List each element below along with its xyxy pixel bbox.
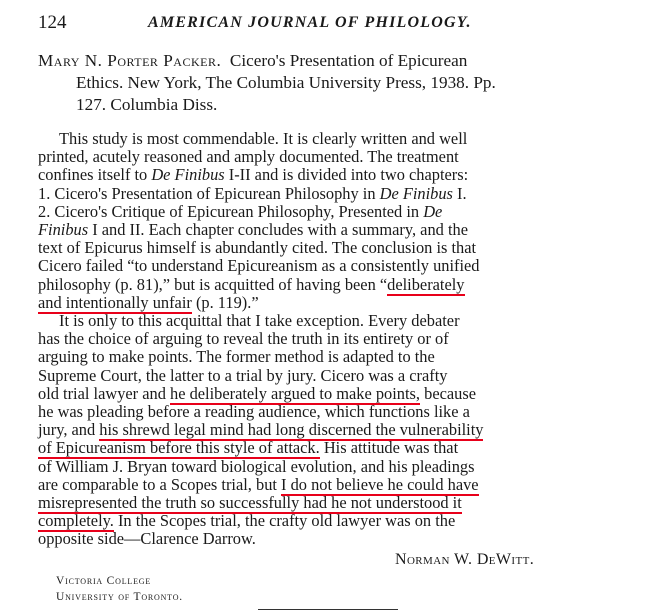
italic-title: De (423, 201, 443, 221)
page-number: 124 (38, 12, 67, 33)
highlighted-phrase: of Epicureanism before this style of attack. (38, 438, 320, 458)
highlighted-phrase: completely. (38, 511, 114, 531)
highlighted-phrase: his shrewd legal mind had long discerned the vulnerability (99, 420, 484, 440)
citation-line-1 (38, 50, 598, 72)
text-run: His attitude was that (319, 438, 459, 458)
text-run: This study is most commendable. It is clearly written and well (59, 129, 468, 148)
body-line (38, 458, 608, 476)
highlighted-phrase: deliberately (387, 274, 465, 294)
body-line (38, 439, 608, 457)
body-line (38, 530, 608, 548)
text-run: (p. 119).” (191, 292, 259, 312)
body-line (38, 257, 608, 275)
body-line (38, 166, 608, 184)
footer-rule (258, 609, 398, 610)
affiliation-university: University of Toronto. (56, 591, 183, 603)
text-run: opposite side—Clarence Darrow. (38, 529, 256, 549)
body-line (38, 276, 608, 294)
page-header (38, 12, 598, 34)
text-run: philosophy (p. 81),” but is acquitted of having been “ (38, 274, 388, 294)
text-run: because (420, 383, 476, 403)
text-run: has the choice of arguing to reveal the truth in its entirety or of (38, 329, 449, 349)
reviewed-author: Mary N. Porter Packer. (38, 51, 222, 70)
body-line (38, 476, 608, 494)
text-run: I and II. Each chapter concludes with a summary, and the (88, 220, 468, 240)
body-line (38, 130, 608, 148)
reviewer-affiliation (56, 573, 183, 605)
citation-line-3: 127. Columbia Diss. (76, 95, 218, 114)
text-run: In the Scopes trial, the crafty old lawyer was on the (113, 511, 456, 531)
body-line (38, 330, 608, 348)
text-run: I-II and is divided into two chapters: (224, 165, 469, 185)
affiliation-college: Victoria College (56, 575, 152, 587)
text-run: 2. Cicero's Critique of Epicurean Philosophy, Presented in (38, 201, 424, 221)
body-line (38, 185, 608, 203)
text-run: Cicero failed “to understand Epicureanism as a consistently unified (38, 256, 480, 276)
body-line (38, 239, 608, 257)
book-citation (38, 50, 598, 116)
body-line (38, 148, 608, 166)
body-line (38, 403, 608, 421)
review-body (38, 130, 608, 549)
highlighted-phrase: he deliberately argued to make points, (170, 383, 421, 403)
body-line (38, 312, 608, 330)
body-line (38, 203, 608, 221)
italic-title: De Finibus (151, 165, 225, 185)
citation-line-2: Ethics. New York, The Columbia University Press, 1938. Pp. (76, 73, 496, 92)
reviewer-signature: Norman W. DeWitt. (395, 551, 535, 568)
italic-title: De Finibus (379, 183, 453, 203)
text-run: It is only to this acquittal that I take exception. Every debater (59, 311, 460, 331)
book-title: Cicero's Presentation of Epicurean (229, 51, 468, 70)
body-line (38, 494, 608, 512)
highlighted-phrase: and intentionally unfair (38, 292, 192, 312)
text-run: Supreme Court, the latter to a trial by jury. Cicero was a crafty (38, 365, 448, 385)
text-run: of William J. Bryan toward biological evolution, and his pleadings (38, 456, 475, 476)
italic-title: Finibus (38, 220, 89, 240)
text-run: jury, and (38, 420, 100, 440)
text-run: text of Epicurus himself is abundantly cited. The conclusion is that (38, 238, 477, 258)
highlighted-phrase: I do not believe he could have (281, 474, 479, 494)
body-line (38, 367, 608, 385)
body-line (38, 294, 608, 312)
running-title: AMERICAN JOURNAL OF PHILOLOGY. (148, 14, 472, 31)
body-line (38, 512, 608, 530)
highlighted-phrase: misrepresented the truth so successfully had he not understood it (38, 493, 462, 513)
body-line (38, 348, 608, 366)
text-run: confines itself to (38, 165, 152, 185)
text-run: I. (452, 183, 467, 203)
body-line (38, 385, 608, 403)
text-run: arguing to make points. The former method is adapted to the (38, 347, 435, 367)
body-line (38, 221, 608, 239)
text-run: 1. Cicero's Presentation of Epicurean Philosophy in (38, 183, 380, 203)
text-run: old trial lawyer and (38, 383, 170, 403)
text-run: he was pleading before a reading audience, which functions like a (38, 402, 470, 422)
body-line (38, 421, 608, 439)
text-run: printed, acutely reasoned and amply documented. The treatment (38, 147, 459, 167)
text-run: are comparable to a Scopes trial, but (38, 474, 282, 494)
